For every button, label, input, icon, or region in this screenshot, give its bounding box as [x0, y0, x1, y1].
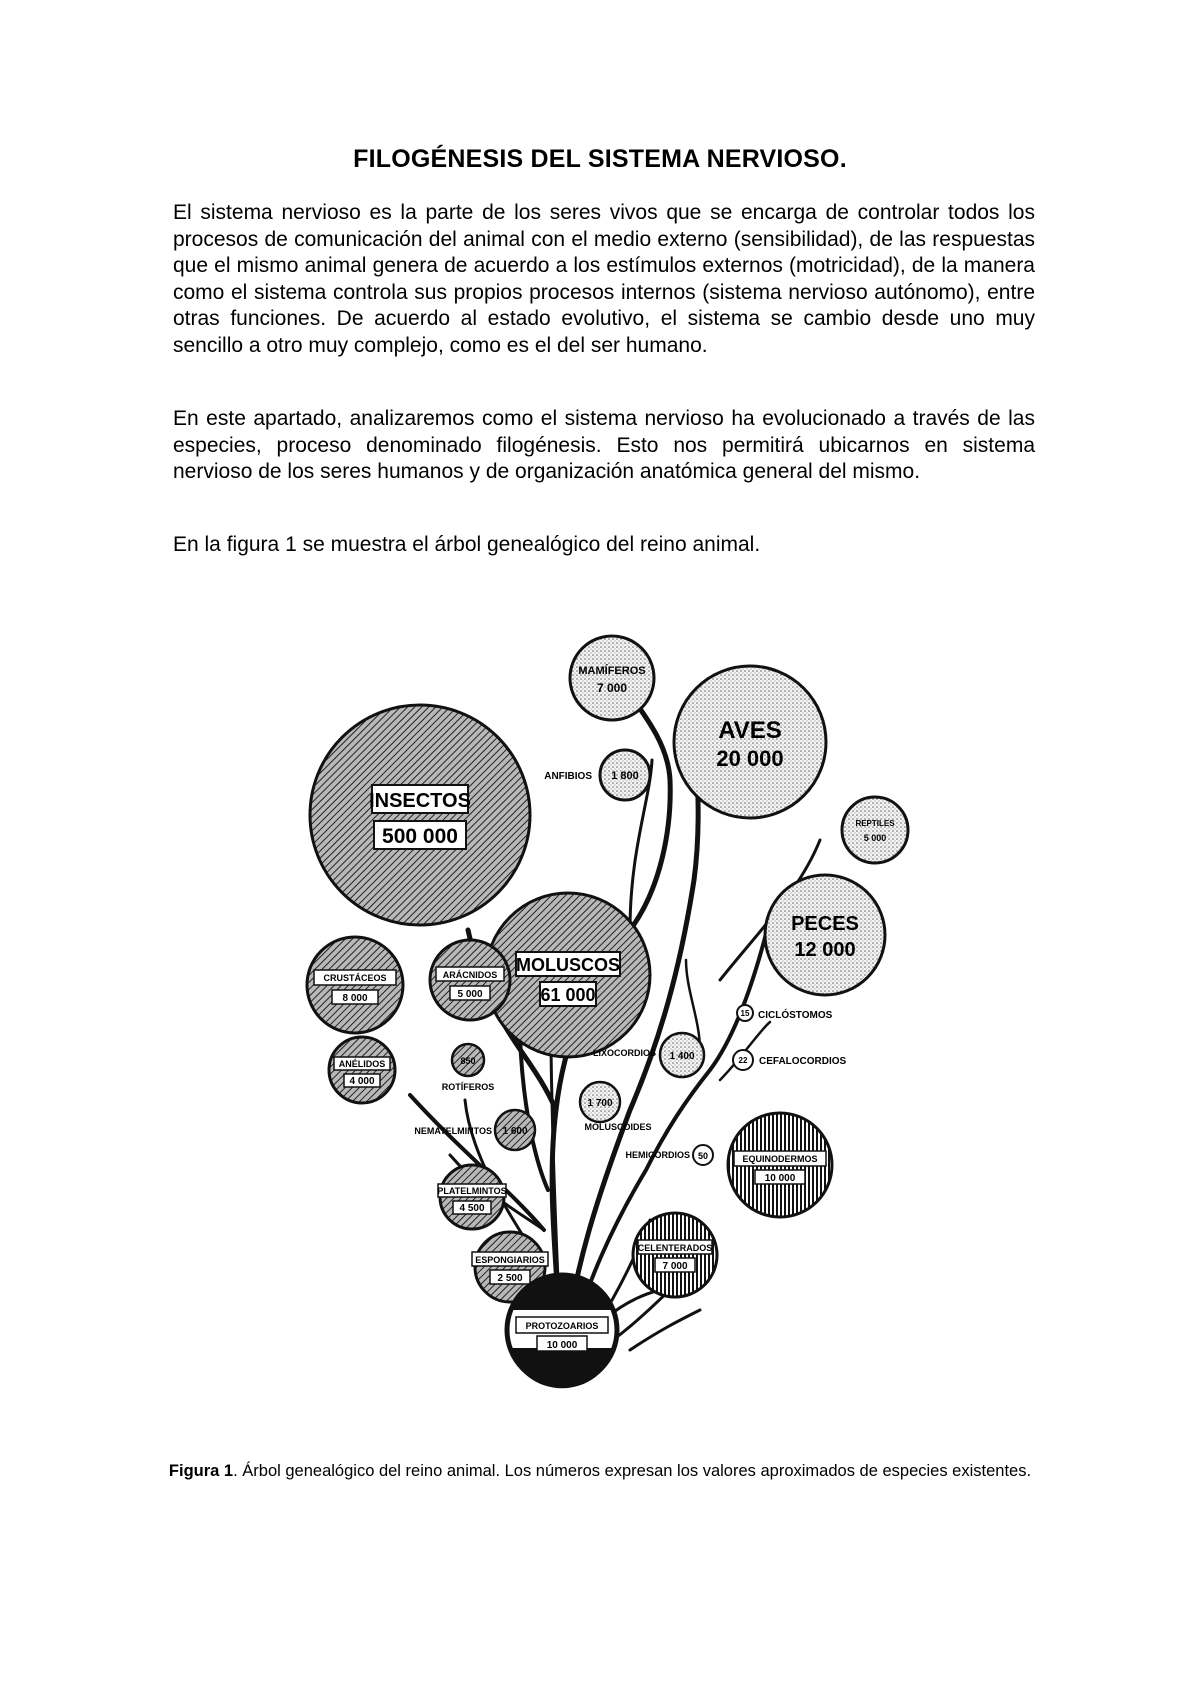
figure-caption: [150, 1460, 1050, 1482]
caption-text: . Árbol genealógico del reino animal. Los números expresan los valores aproximados de especies existentes.: [233, 1462, 1032, 1480]
group-anelidos: [329, 1037, 395, 1103]
group-count: 4 000: [349, 1076, 375, 1087]
caption-label: Figura 1: [168, 1462, 234, 1480]
group-protozoarios: [507, 1275, 617, 1388]
group-count: 4 500: [459, 1203, 485, 1214]
group-count: 2 500: [497, 1273, 523, 1284]
group-count: 10 000: [546, 1340, 578, 1351]
group-aracnidos: [430, 940, 510, 1020]
group-count: 500 000: [382, 825, 458, 848]
paragraph-intro: El sistema nervioso es la parte de los seres vivos que se encarga de controlar todos los procesos de comunicación del animal con el medio externo (sensibilidad), de las respuestas que el mismo animal genera de acuerdo a los estímulos externos (motricidad), de la manera como el sistema controla sus propios procesos internos (sistema nervioso autónomo), entre otras funciones. De acuerdo al estado evolutivo, el sistema se cambio desde uno muy sencillo a otro muy complejo, como es el del ser humano.: [173, 201, 1035, 357]
group-count: 5 000: [863, 833, 887, 843]
group-label: PECES: [791, 913, 859, 935]
group-peces: [765, 875, 885, 995]
group-label: EQUINODERMOS: [742, 1154, 818, 1164]
group-label: NEMATELMINTOS: [414, 1126, 492, 1136]
group-count: 850: [460, 1056, 476, 1066]
group-mamiferos: [570, 636, 654, 720]
group-label: HEMICORDIOS: [625, 1150, 690, 1160]
group-hemicordios: [625, 1145, 713, 1165]
group-count: 1 800: [611, 770, 639, 782]
group-count: 8 000: [342, 993, 368, 1004]
group-count: 7 000: [662, 1261, 688, 1272]
group-ciclostomos: [737, 1005, 833, 1021]
group-label: REPTILES: [855, 819, 895, 828]
group-label: CELENTERADOS: [637, 1243, 713, 1253]
group-label: INSECTOS: [369, 790, 471, 812]
group-cefalocordios: [733, 1050, 847, 1070]
group-count: 50: [697, 1151, 709, 1161]
group-label: LIXOCORDIOS: [592, 1048, 656, 1058]
group-count: 15: [740, 1009, 750, 1018]
group-count: 12 000: [794, 939, 856, 961]
group-celenterados: [633, 1213, 717, 1297]
group-label: PLATELMINTOS: [437, 1186, 507, 1196]
group-label: CRUSTÁCEOS: [323, 973, 387, 983]
group-label: PROTOZOARIOS: [525, 1321, 599, 1331]
group-aves: [674, 666, 826, 818]
paragraph-figure-reference: En la figura 1 se muestra el árbol genealógico del reino animal.: [173, 533, 761, 556]
group-label: CEFALOCORDIOS: [759, 1056, 847, 1067]
group-crustaceos: [307, 937, 403, 1033]
group-anfibios: [544, 750, 650, 800]
group-count: 1 600: [502, 1126, 528, 1137]
group-count: 61 000: [540, 985, 596, 1005]
group-label: ARÁCNIDOS: [442, 970, 498, 980]
group-label: ANÉLIDOS: [338, 1059, 386, 1069]
group-count: 1 700: [587, 1098, 613, 1109]
group-equinodermos: [728, 1113, 832, 1217]
group-label: MOLUSCOS: [515, 955, 621, 975]
group-label: ROTÍFEROS: [441, 1082, 495, 1092]
paragraph-phylogenesis: En este apartado, analizaremos como el sistema nervioso ha evolucionado a través de las especies, proceso denominado filogénesis. Esto nos permitirá ubicarnos en sistema nervioso de los seres humanos y de organización anatómica general del mismo.: [173, 407, 1035, 483]
group-rotiferos: [442, 1044, 495, 1092]
page-title: FILOGÉNESIS DEL SISTEMA NERVIOSO.: [353, 145, 847, 173]
group-count: 5 000: [457, 989, 483, 1000]
group-count: 7 000: [596, 681, 628, 695]
group-label: CICLÓSTOMOS: [758, 1010, 833, 1021]
group-label: AVES: [718, 717, 782, 744]
animal-kingdom-tree-figure: [300, 630, 960, 1390]
group-reptiles: [842, 797, 908, 863]
group-insectos: [310, 705, 530, 925]
group-platelmintos: [437, 1165, 506, 1229]
group-label: ESPONGIARIOS: [475, 1255, 545, 1265]
group-count: 10 000: [764, 1173, 796, 1184]
group-count: 22: [738, 1056, 748, 1065]
group-label: MOLUSCOIDES: [584, 1122, 652, 1132]
group-count: 20 000: [716, 746, 784, 771]
tree-illustration: [300, 630, 960, 1390]
group-label: ANFIBIOS: [544, 771, 592, 782]
group-count: 1 400: [669, 1051, 695, 1062]
group-label: MAMÍFEROS: [578, 665, 646, 677]
